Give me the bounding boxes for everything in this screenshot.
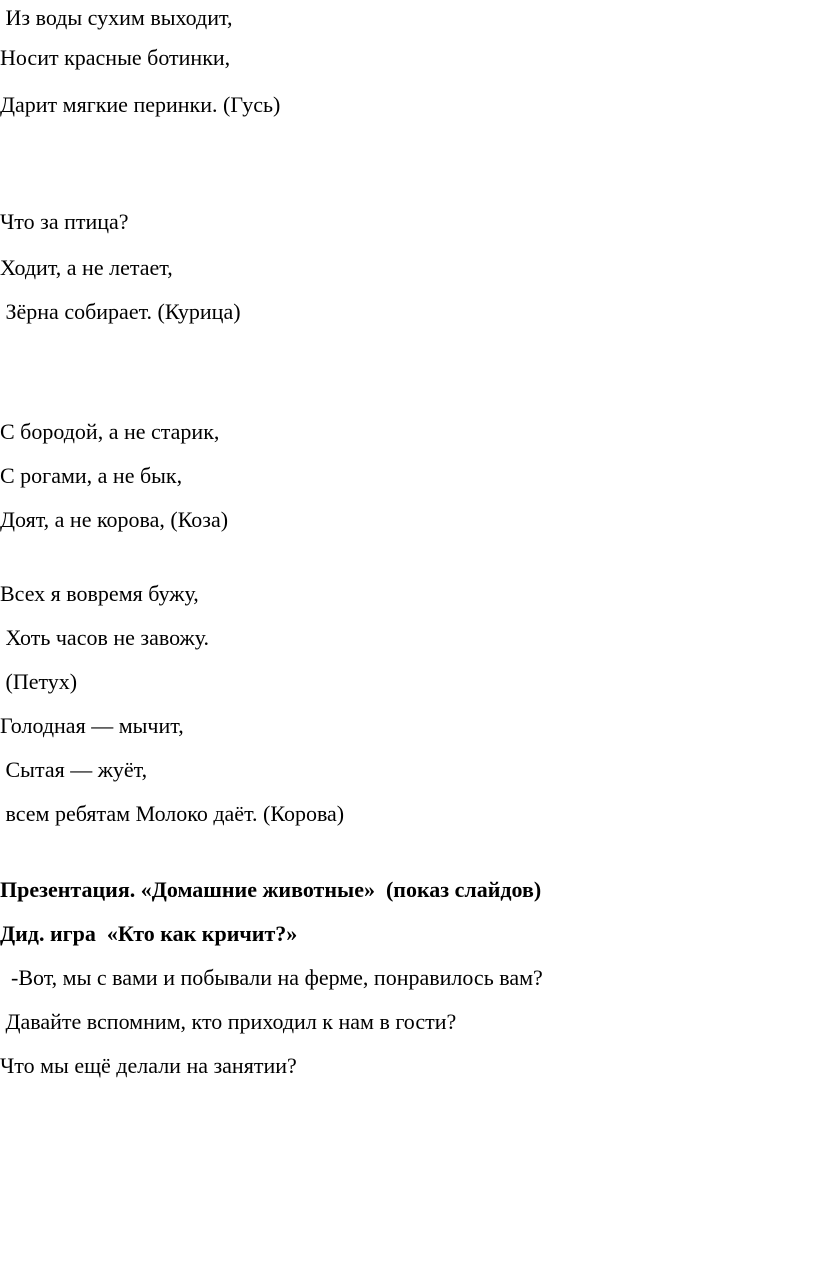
riddle-goat-line-1: С бородой, а не старик, — [0, 419, 220, 444]
riddle-goat-line-2: С рогами, а не бык, — [0, 463, 183, 488]
riddle-goose-line-2: Носит красные ботинки, — [0, 45, 231, 70]
riddle-hen-line-1: Что за птица? — [0, 209, 129, 234]
riddle-rooster-line-1: Всех я вовремя бужу, — [0, 581, 199, 606]
riddle-hen-line-3: Зёрна собирает. (Курица) — [0, 299, 241, 324]
closing-question-3: Что мы ещё делали на занятии? — [0, 1053, 297, 1078]
riddle-goose-line-1: Из воды сухим выходит, — [0, 5, 233, 30]
riddle-goose-line-3: Дарит мягкие перинки. (Гусь) — [0, 92, 281, 117]
riddle-goat-line-3: Доят, а не корова, (Коза) — [0, 507, 229, 532]
game-heading: Дид. игра «Кто как кричит?» — [0, 921, 298, 946]
closing-question-2: Давайте вспомним, кто приходил к нам в гости? — [0, 1009, 457, 1034]
riddle-rooster-answer: (Петух) — [0, 669, 78, 694]
riddle-rooster-line-2: Хоть часов не завожу. — [0, 625, 210, 650]
closing-question-1: -Вот, мы с вами и побывали на ферме, понравилось вам? — [0, 965, 543, 990]
riddle-cow-line-1: Голодная — мычит, — [0, 713, 184, 738]
presentation-heading: Презентация. «Домашние животные» (показ слайдов) — [0, 877, 542, 902]
riddle-cow-line-2: Сытая — жуёт, — [0, 757, 148, 782]
riddle-hen-line-2: Ходит, а не летает, — [0, 255, 173, 280]
riddle-cow-line-3: всем ребятам Молоко даёт. (Корова) — [0, 801, 345, 826]
